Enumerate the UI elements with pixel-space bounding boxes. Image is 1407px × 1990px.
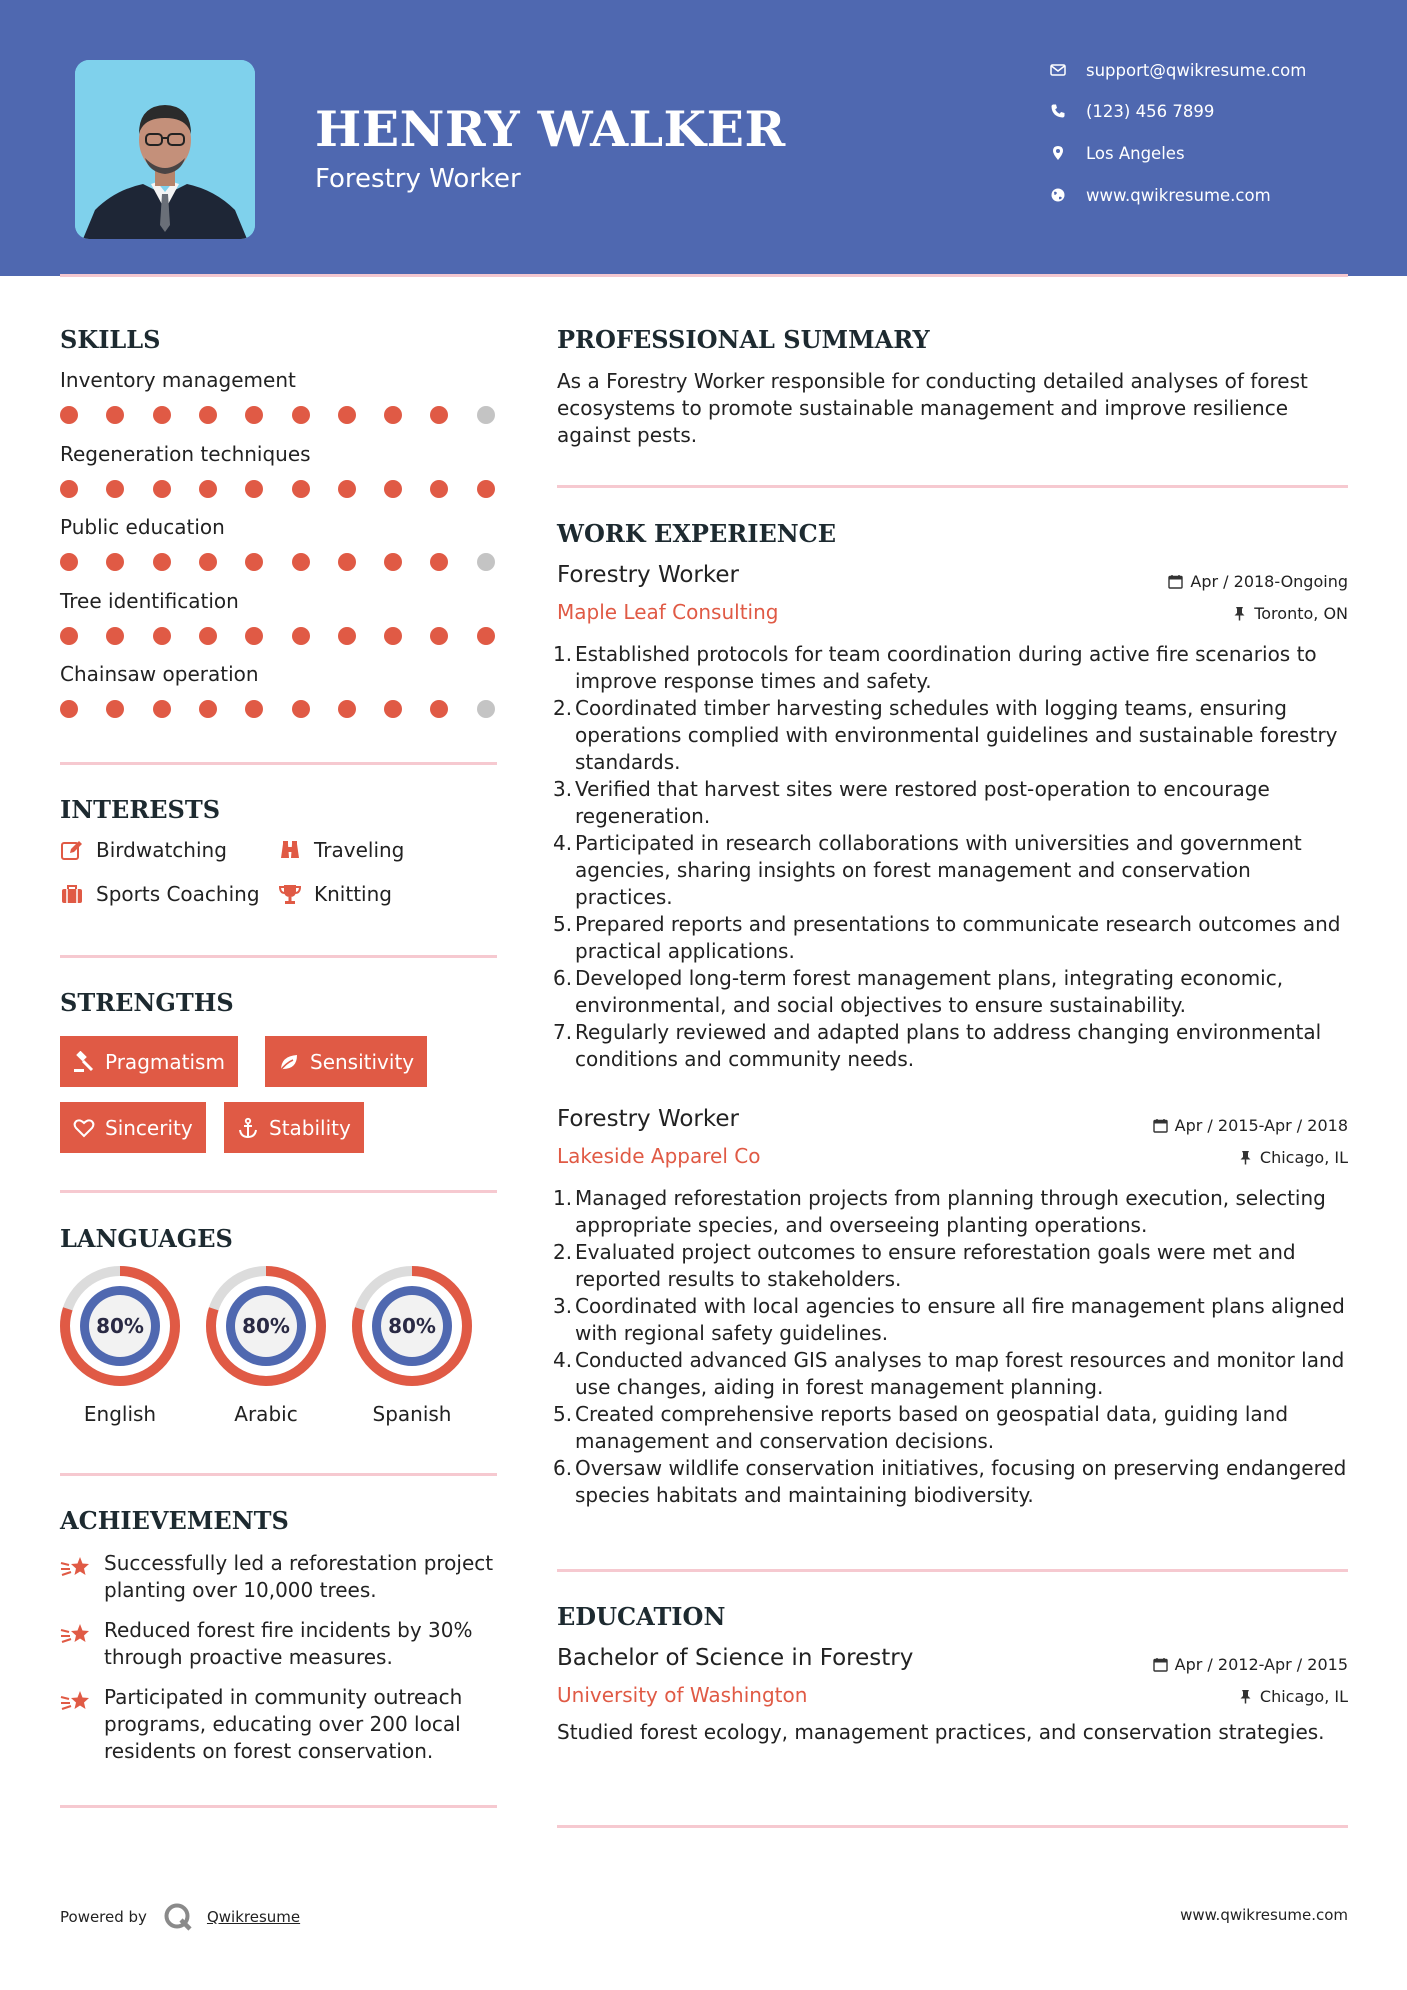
job-bullets (553, 641, 1353, 1073)
section-divider (557, 1825, 1348, 1828)
interest-item (278, 838, 404, 862)
skill-dot-filled (245, 553, 263, 571)
skill-dot-filled (153, 406, 171, 424)
bullet-number: 6. (553, 966, 573, 990)
map-pin-icon (1050, 145, 1066, 161)
job-bullets (553, 1185, 1353, 1509)
skill-name: Regeneration techniques (60, 441, 311, 466)
skill-dot-filled (245, 480, 263, 498)
globe-icon (1050, 187, 1066, 203)
contact-email-text: support@qwikresume.com (1086, 60, 1307, 80)
skill-dot-filled (106, 700, 124, 718)
powered-by-label: Powered by (60, 1908, 147, 1926)
skills-title: SKILLS (60, 325, 161, 354)
language-donut (204, 1264, 328, 1388)
bullet-text: Oversaw wildlife conservation initiatives, focusing on preserving endangered species habitats and maintaining biodiversity. (575, 1456, 1347, 1507)
job-bullet (553, 641, 1353, 695)
footer-website[interactable]: www.qwikresume.com (1180, 1906, 1348, 1924)
bullet-text: Participated in research collaborations with universities and government agencies, sharing insights on forest management and conservation practices. (575, 831, 1302, 909)
experience-title: WORK EXPERIENCE (557, 519, 837, 548)
education-location-text: Chicago, IL (1259, 1687, 1348, 1706)
education-dates (1153, 1655, 1348, 1674)
interest-item (278, 882, 392, 906)
contact-location (1050, 138, 1185, 168)
resume-header (0, 0, 1407, 276)
skill-rating (60, 699, 500, 719)
skill-name: Tree identification (60, 588, 239, 613)
job-bullet (553, 1019, 1353, 1073)
job-bullet (553, 965, 1353, 1019)
language-name: Spanish (372, 1402, 452, 1426)
language-percent: 80% (388, 1314, 436, 1338)
skill-dot-empty (477, 553, 495, 571)
skill-dot-filled (292, 406, 310, 424)
contact-phone-text: (123) 456 7899 (1086, 101, 1215, 121)
strength-badge (224, 1102, 364, 1153)
language-donut (58, 1264, 182, 1388)
skill-dot-filled (338, 480, 356, 498)
skill-dot-filled (430, 406, 448, 424)
skill-dot-filled (245, 406, 263, 424)
skill-dot-filled (430, 627, 448, 645)
skill-dot-filled (60, 553, 78, 571)
bullet-number: 5. (553, 1402, 573, 1426)
shooting-star-icon (60, 1688, 92, 1716)
skill-dot-filled (106, 480, 124, 498)
pushpin-icon (1238, 1689, 1253, 1704)
skill-dot-filled (153, 700, 171, 718)
pushpin-icon (1238, 1150, 1253, 1165)
shooting-star-icon (60, 1621, 92, 1649)
skill-dot-filled (384, 406, 402, 424)
skill-dot-filled (153, 480, 171, 498)
skill-dot-filled (60, 480, 78, 498)
summary-text: As a Forestry Worker responsible for conducting detailed analyses of forest ecosystems to promote sustainable management and improve resilience against pests. (557, 369, 1308, 447)
envelope-icon (1050, 62, 1066, 78)
skill-dot-filled (430, 700, 448, 718)
skill-dot-filled (199, 406, 217, 424)
job-bullet (553, 1455, 1353, 1509)
job-bullet (553, 1239, 1353, 1293)
section-divider (557, 485, 1348, 488)
skill-dot-filled (106, 553, 124, 571)
pencil-square-icon (60, 838, 84, 862)
interest-item (60, 882, 260, 906)
achievement-text: Participated in community outreach programs, educating over 200 local residents on forest conservation. (104, 1685, 463, 1763)
education-description: Studied forest ecology, management practices, and conservation strategies. (557, 1720, 1325, 1744)
bullet-text: Coordinated with local agencies to ensure all fire management plans aligned with regional safety guidelines. (575, 1294, 1345, 1345)
bullet-number: 7. (553, 1020, 573, 1044)
job-location (1232, 604, 1348, 623)
job-bullet (553, 695, 1353, 776)
skill-name: Chainsaw operation (60, 662, 259, 686)
language-percent: 80% (96, 1314, 144, 1338)
briefcase-icon (60, 882, 84, 906)
skill-dot-filled (199, 480, 217, 498)
language-donut (350, 1264, 474, 1388)
language-name: Arabic (234, 1402, 298, 1426)
job-bullet (553, 911, 1353, 965)
candidate-name: HENRY WALKER (315, 100, 786, 158)
skill-rating (60, 479, 500, 499)
strength-label: Sensitivity (310, 1049, 415, 1074)
job-title: Forestry Worker (557, 1106, 739, 1132)
interest-label: Birdwatching (96, 838, 227, 862)
bullet-text: Managed reforestation projects from planning through execution, selecting appropriate species, and overseeing planting operations. (575, 1186, 1326, 1237)
achievement-item (60, 1550, 500, 1610)
job-location-text: Toronto, ON (1254, 604, 1348, 623)
header-divider (60, 274, 1348, 277)
skill-rating (60, 552, 500, 572)
bullet-text: Verified that harvest sites were restored post-operation to encourage regeneration. (575, 777, 1270, 828)
skill-dot-filled (384, 700, 402, 718)
section-divider (60, 1805, 497, 1808)
skill-rating (60, 405, 500, 425)
education-degree: Bachelor of Science in Forestry (557, 1645, 914, 1671)
bullet-number: 4. (553, 1348, 573, 1372)
binoculars-icon (278, 838, 302, 862)
job-dates (1153, 1116, 1348, 1135)
education-location (1238, 1687, 1348, 1706)
skill-dot-filled (292, 627, 310, 645)
achievement-item (60, 1684, 500, 1769)
achievements-title: ACHIEVEMENTS (60, 1506, 289, 1535)
languages-title: LANGUAGES (60, 1224, 233, 1253)
job-bullet (553, 776, 1353, 830)
strength-badge (265, 1036, 427, 1087)
pushpin-icon (1232, 606, 1247, 621)
skill-dot-filled (199, 553, 217, 571)
skill-dot-filled (245, 627, 263, 645)
strength-label: Stability (269, 1115, 351, 1140)
section-divider (60, 762, 497, 765)
strength-label: Sincerity (105, 1115, 193, 1140)
bullet-number: 4. (553, 831, 573, 855)
skill-dot-filled (199, 700, 217, 718)
job-dates (1168, 572, 1348, 591)
trophy-icon (278, 882, 302, 906)
skill-dot-filled (60, 700, 78, 718)
contact-email[interactable] (1050, 55, 1306, 85)
skill-dot-filled (106, 406, 124, 424)
bullet-text: Evaluated project outcomes to ensure reforestation goals were met and reported results to stakeholders. (575, 1240, 1296, 1291)
education-dates-text: Apr / 2012-Apr / 2015 (1174, 1655, 1348, 1674)
heart-icon (73, 1117, 95, 1139)
education-school: University of Washington (557, 1683, 808, 1707)
strength-badge (60, 1102, 206, 1153)
interest-item (60, 838, 227, 862)
bullet-text: Coordinated timber harvesting schedules with logging teams, ensuring operations complied with environmental guidelines and sustainable forestry standards. (575, 696, 1338, 774)
bullet-text: Established protocols for team coordination during active fire scenarios to improve response times and safety. (575, 642, 1317, 693)
bullet-number: 3. (553, 1294, 573, 1318)
skill-dot-empty (477, 406, 495, 424)
language-name: English (83, 1402, 157, 1426)
job-bullet (553, 1401, 1353, 1455)
skill-dot-empty (477, 700, 495, 718)
bullet-text: Regularly reviewed and adapted plans to address changing environmental conditions and community needs. (575, 1020, 1322, 1071)
job-location-text: Chicago, IL (1259, 1148, 1348, 1167)
skill-dot-filled (384, 480, 402, 498)
skill-rating (60, 626, 500, 646)
skill-dot-filled (430, 553, 448, 571)
bullet-text: Conducted advanced GIS analyses to map forest resources and monitor land use changes, aiding in forest management planning. (575, 1348, 1345, 1399)
achievement-item (60, 1617, 500, 1677)
contact-phone[interactable] (1050, 96, 1214, 126)
contact-website-text: www.qwikresume.com (1086, 185, 1271, 205)
skill-dot-filled (60, 406, 78, 424)
skill-dot-filled (338, 627, 356, 645)
achievement-text: Successfully led a reforestation project planting over 10,000 trees. (104, 1551, 494, 1602)
skill-dot-filled (292, 480, 310, 498)
strengths-title: STRENGTHS (60, 988, 234, 1017)
profile-photo (75, 60, 255, 239)
contact-location-text: Los Angeles (1086, 143, 1185, 163)
skill-dot-filled (60, 627, 78, 645)
skill-dot-filled (477, 627, 495, 645)
skill-dot-filled (106, 627, 124, 645)
job-title: Forestry Worker (557, 562, 739, 588)
anchor-icon (237, 1117, 259, 1139)
skill-dot-filled (477, 480, 495, 498)
education-title: EDUCATION (557, 1602, 726, 1631)
skill-dot-filled (153, 553, 171, 571)
contact-website[interactable] (1050, 180, 1271, 210)
job-bullet (553, 1185, 1353, 1239)
gavel-icon (73, 1051, 95, 1073)
calendar-icon (1168, 574, 1183, 589)
interests-title: INTERESTS (60, 795, 221, 824)
bullet-number: 6. (553, 1456, 573, 1480)
job-location (1238, 1148, 1348, 1167)
section-divider (60, 1473, 497, 1476)
shooting-star-icon (60, 1554, 92, 1582)
job-company: Lakeside Apparel Co (557, 1144, 761, 1168)
strength-label: Pragmatism (105, 1049, 225, 1074)
skill-name: Inventory management (60, 368, 296, 392)
calendar-icon (1153, 1118, 1168, 1133)
interest-label: Traveling (314, 838, 405, 862)
job-bullet (553, 1293, 1353, 1347)
skill-dot-filled (384, 553, 402, 571)
candidate-role: Forestry Worker (315, 164, 521, 194)
skill-dot-filled (153, 627, 171, 645)
summary-title: PROFESSIONAL SUMMARY (557, 325, 930, 354)
calendar-icon (1153, 1657, 1168, 1672)
section-divider (60, 1190, 497, 1193)
bullet-text: Created comprehensive reports based on geospatial data, guiding land management and conservation decisions. (575, 1402, 1289, 1453)
phone-icon (1050, 103, 1066, 119)
section-divider (557, 1569, 1348, 1572)
job-bullet (553, 830, 1353, 911)
interest-label: Sports Coaching (96, 882, 260, 906)
qwikresume-logo-icon (163, 1902, 193, 1932)
job-company: Maple Leaf Consulting (557, 600, 779, 624)
skill-dot-filled (384, 627, 402, 645)
skill-dot-filled (245, 700, 263, 718)
footer-powered-by (60, 1902, 300, 1932)
section-divider (60, 955, 497, 958)
skill-dot-filled (338, 553, 356, 571)
bullet-number: 1. (553, 642, 573, 666)
bullet-text: Prepared reports and presentations to communicate research outcomes and practical applications. (575, 912, 1341, 963)
skill-dot-filled (292, 700, 310, 718)
job-bullet (553, 1347, 1353, 1401)
skill-dot-filled (292, 553, 310, 571)
bullet-number: 1. (553, 1186, 573, 1210)
qwikresume-link[interactable]: Qwikresume (206, 1908, 301, 1926)
bullet-number: 5. (553, 912, 573, 936)
skill-dot-filled (199, 627, 217, 645)
bullet-number: 2. (553, 1240, 573, 1264)
strength-badge (60, 1036, 238, 1087)
skill-dot-filled (338, 406, 356, 424)
bullet-number: 2. (553, 696, 573, 720)
language-percent: 80% (242, 1314, 290, 1338)
job-dates-text: Apr / 2015-Apr / 2018 (1174, 1116, 1348, 1135)
job-dates-text: Apr / 2018-Ongoing (1190, 572, 1348, 591)
interest-label: Knitting (314, 882, 392, 906)
skill-dot-filled (430, 480, 448, 498)
bullet-text: Developed long-term forest management plans, integrating economic, environmental, and social objectives to ensure sustainability. (575, 966, 1284, 1017)
skill-name: Public education (60, 515, 225, 539)
skill-dot-filled (338, 700, 356, 718)
leaf-icon (278, 1051, 300, 1073)
achievement-text: Reduced forest fire incidents by 30% through proactive measures. (104, 1618, 473, 1669)
bullet-number: 3. (553, 777, 573, 801)
